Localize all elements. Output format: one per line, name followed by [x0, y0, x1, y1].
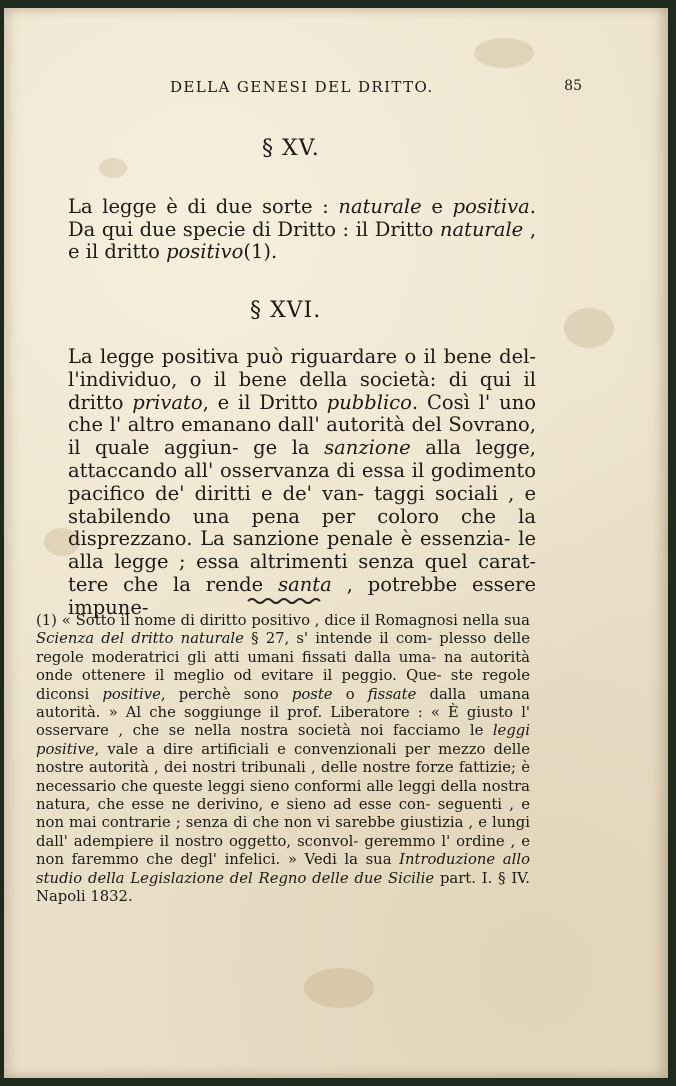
text-run: , perchè sono: [160, 685, 279, 703]
text-run: La legge positiva può riguardare o il bene del- l'individuo, o il bene della società: di qui il dritto: [68, 345, 536, 414]
text-run: part. I. § IV. Napoli 1832.: [36, 869, 530, 906]
italic-term: Introduzione allo studio della Legislazione del Regno delle due Sicilie: [36, 851, 530, 887]
foxing-stain: [99, 158, 127, 178]
italic-term: sanzione: [324, 436, 411, 460]
italic-term: positiva: [452, 195, 530, 218]
text-run: § 27, s' intende il com- plesso delle regole moderatrici gli atti umani fissati dalla uma- na autorità onde ottenere il meglio od evitare il peggio. Que- ste regole diconsi: [36, 630, 530, 703]
footnote: [36, 612, 530, 907]
italic-term: leggi positive: [36, 722, 530, 758]
text-run: , e il Dritto: [202, 390, 318, 414]
page-number: 85: [564, 78, 582, 94]
running-head: [170, 78, 582, 96]
italic-term: naturale: [439, 217, 524, 241]
text-run: , potrebbe essere impune-: [68, 572, 536, 619]
text-run: e: [431, 195, 443, 218]
italic-term: naturale: [338, 195, 422, 218]
italic-term: fissate: [367, 685, 417, 703]
section-heading-xv: § XV.: [262, 136, 320, 161]
text-run: La legge è di due sorte :: [68, 195, 329, 218]
text-run: (1).: [243, 240, 278, 263]
text-run: . Così l' uno che l' altro emanano dall' autorità del Sovrano, il quale aggiun- ge la: [68, 390, 536, 460]
italic-term: privato: [132, 390, 203, 414]
italic-term: positivo: [166, 240, 244, 263]
italic-term: Scienza del dritto naturale: [36, 630, 244, 648]
foxing-stain: [474, 38, 534, 68]
text-run: , e il dritto: [68, 217, 537, 263]
italic-term: santa: [278, 572, 332, 596]
text-run: alla legge, attaccando all' osservanza di essa il godimento pacifico de' diritti e de' van- taggi sociali , e stabilendo una pena per coloro che la disprezzano. La sanzione penale è essenzia- le alla legge ; essa altrimenti senza quel carat- tere che la rende: [68, 436, 536, 596]
section-heading-xvi: § XVI.: [250, 298, 322, 323]
foxing-stain: [304, 968, 374, 1008]
italic-term: poste: [291, 685, 333, 703]
text-run: « Sotto il nome di diritto positivo , dice il Romagnosi nella sua: [61, 612, 530, 629]
ornamental-rule: [246, 596, 322, 606]
text-run: dalla umana autorità. » Al che soggiunge il prof. Liberatore : « È giusto l' osservare , che se nella nostra società noi facciamo le: [36, 685, 530, 740]
italic-term: positive: [102, 685, 161, 703]
text-run: o: [345, 685, 355, 703]
running-head-title: DELLA GENESI DEL DRITTO.: [170, 78, 434, 96]
text-run: . Da qui due specie di Dritto : il Dritto: [68, 195, 536, 241]
text-run: , vale a dire artificiali e convenzionali per mezzo delle nostre autorità , dei nostri tribunali , delle nostre forze fattizie; è necessario che queste leggi sieno conformi alle leggi della nostra natura, che esse ne derivino, e sieno ad esse con- seguenti , e non mai contrarie ; senza di che non vi sarebbe giustizia , e lungi dall' adempiere il nostro oggetto, sconvol- geremmo l' ordine , e non faremmo che degl' infelici. » Vedi la sua: [36, 740, 530, 869]
footnote-marker: (1): [36, 612, 57, 629]
section-xvi-paragraph: [68, 346, 536, 620]
foxing-stain: [564, 308, 614, 348]
section-xv-paragraph: [68, 196, 536, 264]
italic-term: pubblico: [326, 390, 412, 414]
